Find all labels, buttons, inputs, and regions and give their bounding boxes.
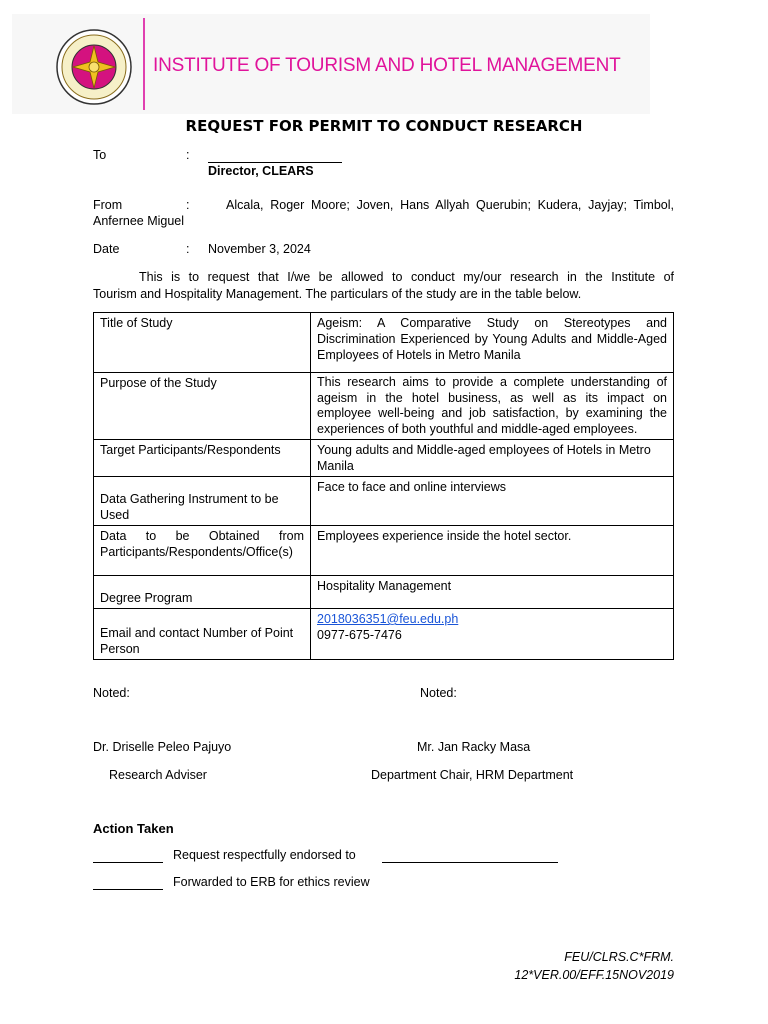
action-item-endorsed: Request respectfully endorsed to [173, 848, 356, 862]
table-row-participants [94, 440, 674, 477]
from-colon: : [186, 198, 190, 212]
table-row-contact [94, 609, 674, 660]
date-colon: : [186, 242, 190, 256]
chair-name: Mr. Jan Racky Masa [417, 740, 531, 754]
university-seal-logo [55, 28, 133, 106]
from-value-line1: Alcala, Roger Moore; Joven, Hans Allyah Querubin; Kudera, Jayjay; Timbol, [226, 198, 674, 212]
row-value: Ageism: A Comparative Study on Stereotypes and Discrimination Experienced by Young Adults and Middle-Aged Employees of Hotels in Metro Manila [311, 313, 674, 373]
adviser-role: Research Adviser [109, 768, 207, 782]
table-row-degree [94, 576, 674, 609]
row-label: Data Gathering Instrument to be Used [94, 477, 311, 526]
row-label: Title of Study [94, 313, 311, 373]
row-value [311, 609, 674, 660]
row-value: Young adults and Middle-aged employees of Hotels in Metro Manila [311, 440, 674, 477]
chair-role: Department Chair, HRM Department [371, 768, 574, 782]
endorsed-to-blank [382, 850, 558, 863]
to-label: To [93, 148, 107, 162]
form-code-line1: FEU/CLRS.C*FRM. [564, 950, 674, 964]
table-row-purpose [94, 373, 674, 440]
table-row-title [94, 313, 674, 373]
table-row-data-obtained [94, 526, 674, 576]
date-value: November 3, 2024 [208, 242, 311, 256]
from-label: From [93, 198, 123, 212]
row-value: This research aims to provide a complete understanding of ageism in the hotel business, as well as its impact on employee well-being and job satisfaction, by examining the experiences of both youthful and middle-aged employees. [311, 373, 674, 440]
row-value: Employees experience inside the hotel sector. [311, 526, 674, 576]
contact-phone: 0977-675-7476 [317, 628, 402, 642]
action-item-forwarded: Forwarded to ERB for ethics review [173, 875, 370, 889]
table-row-instrument [94, 477, 674, 526]
row-value: Face to face and online interviews [311, 477, 674, 526]
date-label: Date [93, 242, 120, 256]
to-colon: : [186, 148, 190, 162]
adviser-name: Dr. Driselle Peleo Pajuyo [93, 740, 232, 754]
to-value: Director, CLEARS [208, 164, 314, 178]
from-value-line2: Anfernee Miguel [93, 214, 185, 228]
action-blank-2 [93, 877, 163, 890]
noted-right: Noted: [420, 686, 457, 700]
action-taken-heading: Action Taken [93, 821, 174, 836]
contact-email-link[interactable]: 2018036351@feu.edu.ph [317, 612, 459, 626]
row-label: Purpose of the Study [94, 373, 311, 440]
particulars-table [93, 312, 674, 660]
form-code-line2: 12*VER.00/EFF.15NOV2019 [514, 968, 674, 982]
row-label: Degree Program [94, 576, 311, 609]
intro-line1: This is to request that I/we be allowed to conduct my/our research in the Institute of [139, 270, 674, 284]
row-value: Hospitality Management [311, 576, 674, 609]
noted-left: Noted: [93, 686, 130, 700]
institute-name: INSTITUTE OF TOURISM AND HOTEL MANAGEMENT [153, 55, 621, 76]
header-divider [143, 18, 145, 110]
form-code [514, 948, 674, 984]
document-title: REQUEST FOR PERMIT TO CONDUCT RESEARCH [185, 117, 583, 135]
to-blank-line [208, 150, 342, 163]
intro-line2: Tourism and Hospitality Management. The particulars of the study are in the table below. [93, 287, 582, 301]
row-label: Data to be Obtained from Participants/Respondents/Office(s) [94, 526, 311, 576]
action-blank-1 [93, 850, 163, 863]
row-label: Target Participants/Respondents [94, 440, 311, 477]
row-label: Email and contact Number of Point Person [94, 609, 311, 660]
